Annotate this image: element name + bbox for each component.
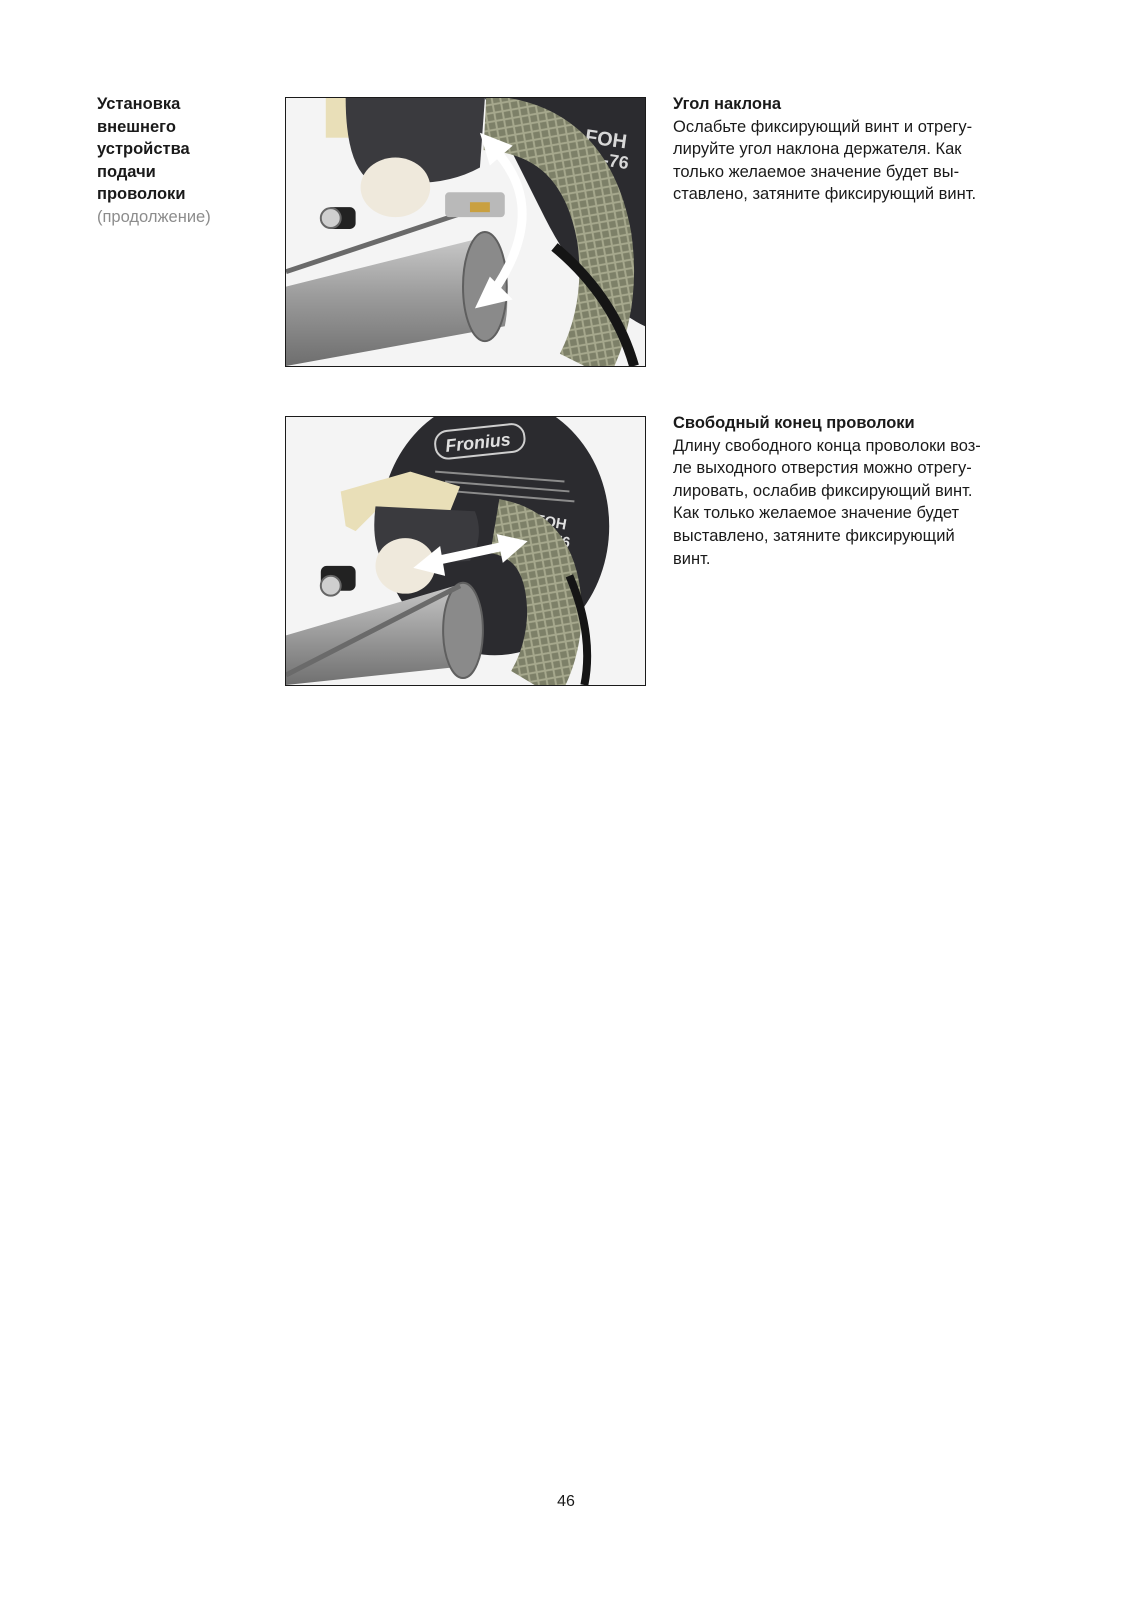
wire-stickout-illustration [286, 417, 645, 685]
wire-stickout-section [673, 412, 1043, 570]
photo-tilt-angle [285, 97, 646, 367]
wire-stickout-body: Длину свободного конца проволоки воз- ле выходного отверстия можно отрегу- лировать, ослабив фиксирующий винт. Как только желаемое значение будет выставлено, затяните фиксирующий винт. [673, 436, 981, 568]
tilt-angle-heading: Угол наклона [673, 95, 782, 113]
brand-logo-text: Fronius [444, 429, 512, 456]
plate-model-label: FOH [533, 512, 568, 534]
tilt-angle-illustration [286, 98, 645, 366]
page-number: 46 [557, 1493, 575, 1510]
section-title-continued: (продолжение) [97, 207, 211, 226]
section-title [97, 93, 267, 229]
wire-stickout-heading: Свободный конец проволоки [673, 414, 915, 432]
tilt-angle-section [673, 93, 1043, 206]
tilt-angle-body: Ослабьте фиксирующий винт и отрегу- лируйте угол наклона держателя. Как только желаемое значение будет вы- ставлено, затяните фиксирующий винт. [673, 117, 977, 204]
section-title-main: Установка внешнего устройства подачи проволоки [97, 95, 190, 204]
plate-label: FOH [583, 125, 629, 154]
plate-model-number: 10-76 [530, 529, 572, 552]
svg-text:-76: -76 [601, 149, 631, 174]
photo-wire-stickout [285, 416, 646, 686]
